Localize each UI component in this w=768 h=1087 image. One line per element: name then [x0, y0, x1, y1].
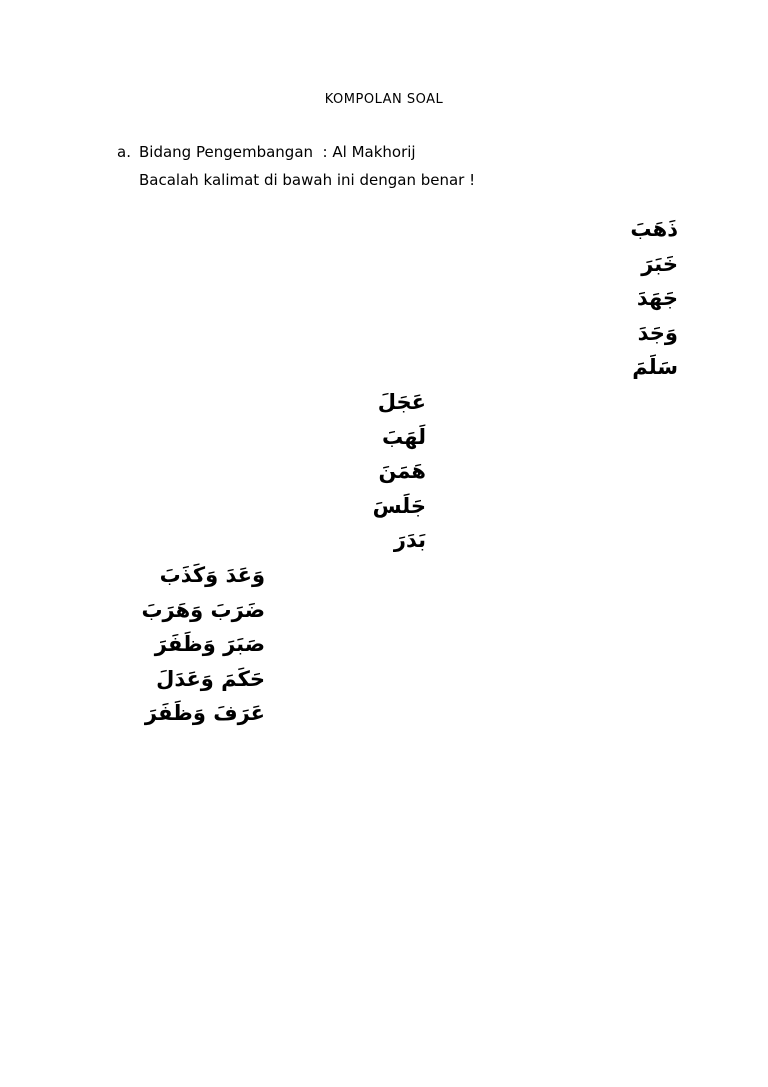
phrase-list-left	[125, 558, 265, 731]
arabic-word: وَجَدَ	[637, 320, 678, 345]
arabic-word: جَلَسَ	[372, 493, 426, 518]
section-heading: Bidang Pengembangan : Al Makhorij	[139, 143, 416, 161]
section-marker: a.	[117, 143, 131, 161]
arabic-word: لَهَبَ	[382, 424, 426, 449]
section-heading-line	[117, 138, 475, 166]
arabic-word: خَبَرَ	[641, 251, 678, 276]
arabic-word: عَجَلَ	[377, 390, 426, 414]
arabic-word: ذَهَبَ	[630, 217, 678, 241]
arabic-word: سَلَمَ	[632, 355, 678, 379]
arabic-word: بَدَرَ	[393, 528, 426, 552]
arabic-phrase: صَبَرَ وَظَفَرَ	[154, 632, 265, 656]
arabic-word: جَهَدَ	[636, 286, 678, 310]
word-list-right	[630, 212, 678, 385]
arabic-word: هَمَنَ	[378, 459, 426, 483]
section-instruction: Bacalah kalimat di bawah ini dengan benar !	[139, 171, 476, 189]
question-section	[117, 138, 475, 194]
arabic-phrase: ضَرَبَ وَهَرَبَ	[141, 597, 265, 622]
arabic-phrase: عَرَفَ وَظَفَرَ	[144, 701, 265, 725]
arabic-phrase: حَكَمَ وَعَدَلَ	[156, 666, 265, 691]
arabic-phrase: وَعَدَ وَكَذَبَ	[159, 563, 265, 587]
word-list-middle	[373, 385, 426, 558]
page-title: KOMPOLAN SOAL	[324, 92, 444, 107]
